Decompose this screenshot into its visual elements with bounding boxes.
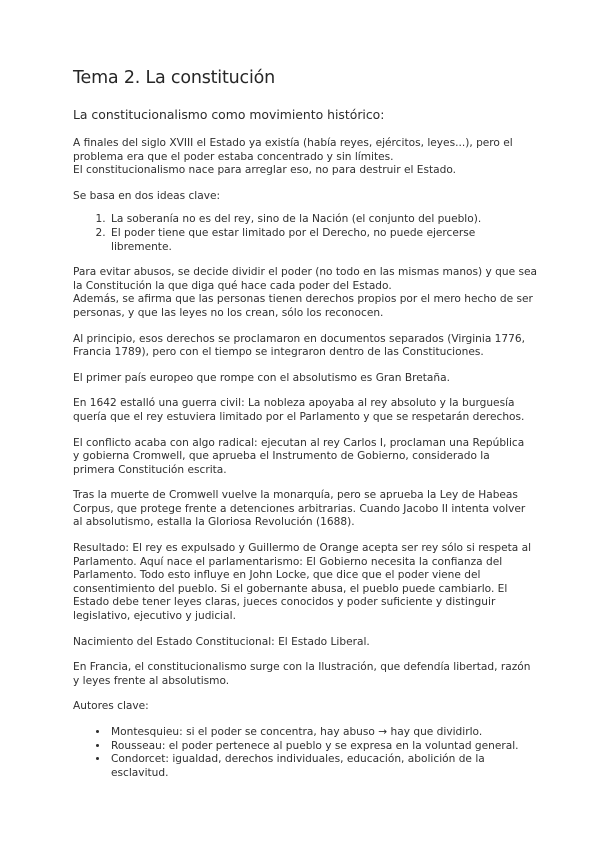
- text-line: El constitucionalismo nace para arreglar eso, no para destruir el Estado.: [73, 164, 457, 177]
- text-line: legislativo, ejecutivo y judicial.: [73, 610, 236, 623]
- text-line: Se basa en dos ideas clave:: [73, 189, 221, 202]
- text-line: Al principio, esos derechos se proclamaron en documentos separados (Virginia 1776,: [73, 332, 526, 345]
- text-line: Tras la muerte de Cromwell vuelve la monarquía, pero se aprueba la Ley de Habeas: [73, 489, 518, 502]
- text-line: 2. El poder tiene que estar limitado por el Derecho, no puede ejercerse: [111, 226, 476, 239]
- text-line: Estado debe tener leyes claras, jueces conocidos y poder suficiente y distinguir: [73, 596, 496, 609]
- paragraph-cromwell: [73, 437, 528, 478]
- text-line: Parlamento. Todo esto influye en John Locke, que dice que el poder viene del: [73, 569, 481, 582]
- text-line: al absolutismo, estalla la Gloriosa Revolución (1688).: [73, 516, 355, 529]
- paragraph-resultado: [73, 542, 532, 624]
- text-line: Para evitar abusos, se decide dividir el poder (no todo en las mismas manos) y que sea: [73, 266, 538, 279]
- text-line: libremente.: [111, 240, 172, 253]
- paragraph-guerra-civil: [73, 397, 528, 424]
- text-line: Resultado: El rey es expulsado y Guillermo de Orange acepta ser rey sólo si respeta al: [73, 542, 532, 555]
- paragraph-estado-liberal: [73, 636, 528, 650]
- paragraph-autores-intro: [73, 700, 528, 714]
- text-line: El primer país europeo que rompe con el absolutismo es Gran Bretaña.: [73, 371, 450, 384]
- paragraph-francia: [73, 661, 531, 688]
- text-line: Autores clave:: [73, 700, 149, 713]
- paragraph-habeas-corpus: [73, 489, 528, 530]
- list-item: [109, 726, 528, 740]
- text-line: Parlamento. Aquí nace el parlamentarismo: El Gobierno necesita la confianza del: [73, 555, 503, 568]
- page-title: Tema 2. La constitución: [73, 68, 276, 88]
- text-line: consentimiento del pueblo. Si el gobernante abusa, el pueblo puede cambiarlo. El: [73, 582, 508, 595]
- section-subtitle: La constitucionalismo como movimiento histórico:: [73, 107, 385, 122]
- text-line: A finales del siglo XVIII el Estado ya existía (había reyes, ejércitos, leyes...), pero el: [73, 137, 513, 149]
- list-item: [109, 227, 528, 254]
- text-line: • Rousseau: el poder pertenece al pueblo y se expresa en la voluntad general.: [111, 739, 519, 752]
- text-line: Además, se afirma que las personas tienen derechos propios por el mero hecho de ser: [73, 293, 533, 306]
- list-item: [109, 740, 528, 754]
- text-line: la Constitución la que diga qué hace cada poder del Estado.: [73, 279, 392, 292]
- text-line: El conflicto acaba con algo radical: ejecutan al rey Carlos I, proclaman una República: [73, 436, 525, 449]
- text-line: quería que el rey estuviera limitado por el Parlamento y que se respetarán derechos.: [73, 410, 525, 423]
- text-line: En 1642 estalló una guerra civil: La nobleza apoyaba al rey absoluto y la burguesía: [73, 397, 515, 410]
- text-line: En Francia, el constitucionalismo surge con la Ilustración, que defendía libertad, razón: [73, 661, 531, 674]
- list-item: [109, 213, 528, 227]
- paragraph-intro: [73, 137, 528, 178]
- text-line: y leyes frente al absolutismo.: [73, 674, 230, 687]
- text-line: personas, y que las leyes no los crean, sólo los reconocen.: [73, 306, 384, 319]
- text-line: y gobierna Cromwell, que aprueba el Instrumento de Gobierno, considerado la: [73, 450, 490, 463]
- text-line: esclavitud.: [111, 766, 169, 779]
- text-line: primera Constitución escrita.: [73, 463, 227, 476]
- autores-list: [73, 726, 528, 780]
- text-line: problema era que el poder estaba concentrado y sin límites.: [73, 150, 394, 163]
- text-line: 1. La soberanía no es del rey, sino de la Nación (el conjunto del pueblo).: [111, 213, 482, 226]
- paragraph-derechos: [73, 333, 528, 360]
- paragraph-ideas-intro: [73, 190, 528, 204]
- text-line: Nacimiento del Estado Constitucional: El Estado Liberal.: [73, 635, 370, 648]
- text-line: • Montesquieu: si el poder se concentra, hay abuso → hay que dividirlo.: [111, 726, 483, 738]
- ideas-list: [73, 213, 528, 254]
- paragraph-division-poder: [73, 266, 538, 320]
- text-line: • Condorcet: igualdad, derechos individuales, educación, abolición de la: [111, 753, 485, 766]
- text-line: Corpus, que protege frente a detenciones arbitrarias. Cuando Jacobo II intenta volver: [73, 502, 526, 515]
- list-item: [109, 753, 528, 780]
- text-line: Francia 1789), pero con el tiempo se integraron dentro de las Constituciones.: [73, 346, 484, 359]
- paragraph-gran-bretana: [73, 372, 528, 386]
